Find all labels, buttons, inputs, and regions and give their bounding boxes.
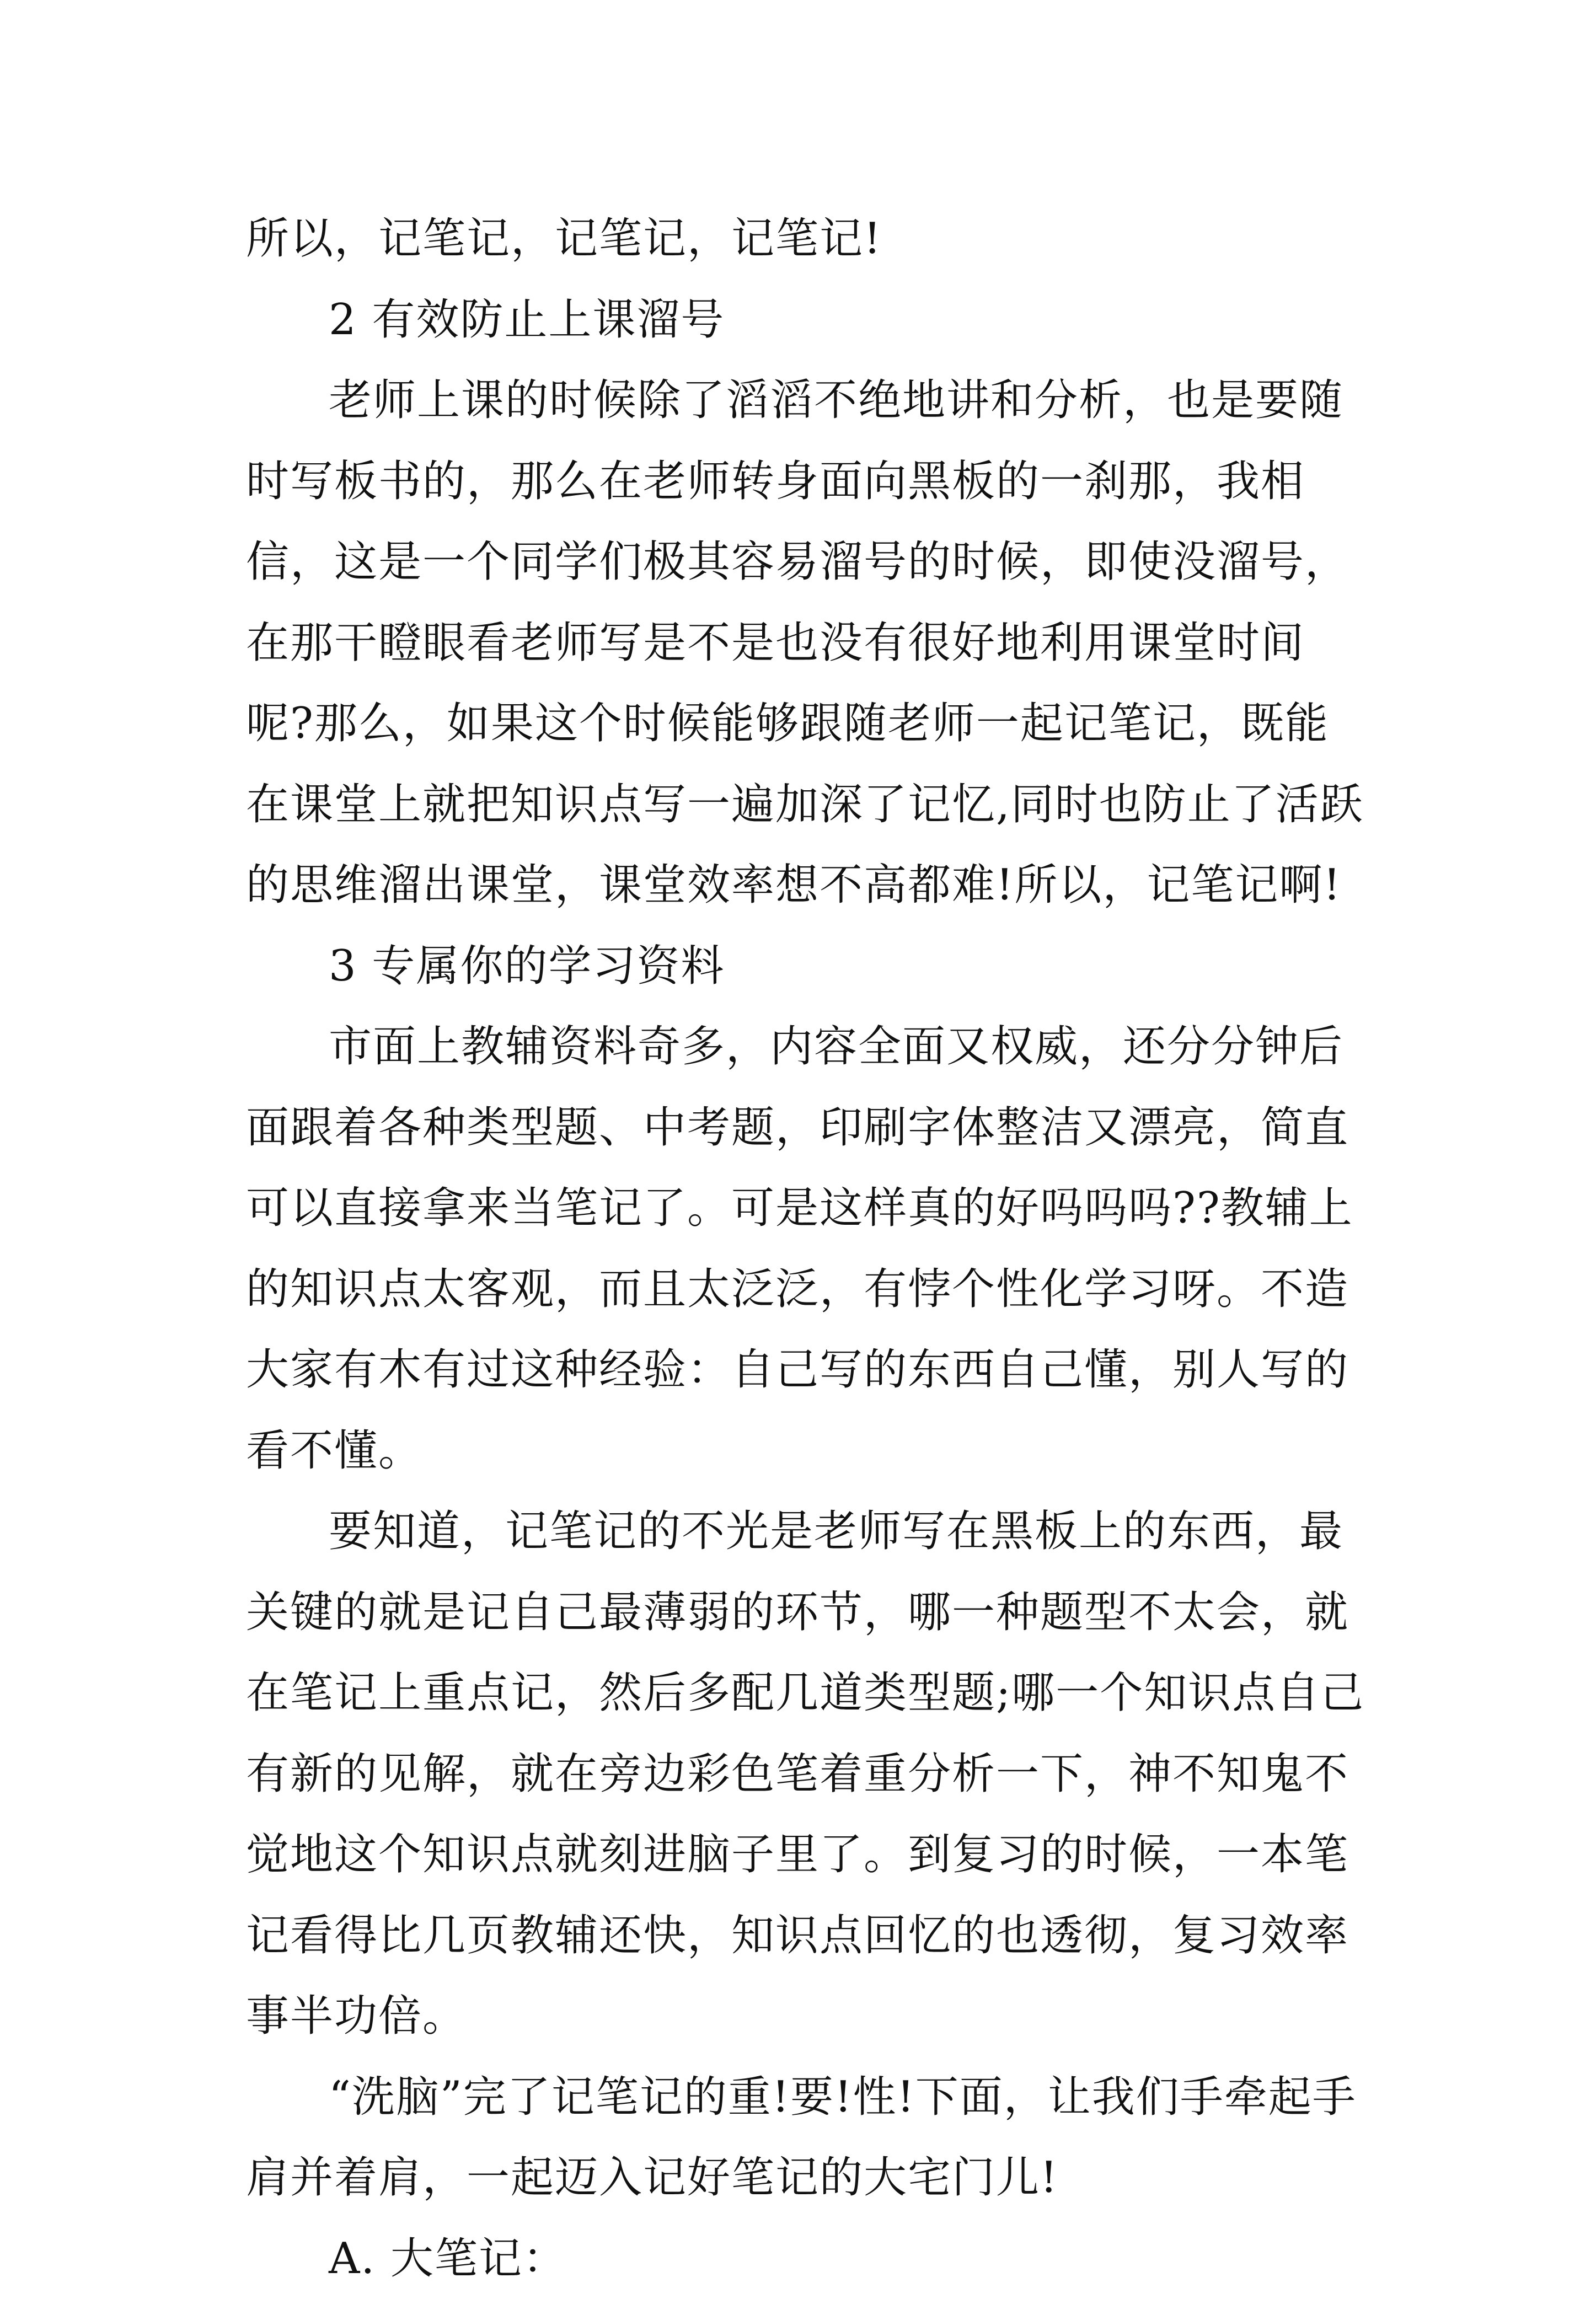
paragraph-conclusion-line: 所以，记笔记，记笔记，记笔记!: [246, 199, 1367, 280]
paragraph-importance: “洗脑”完了记笔记的重!要!性!下面，让我们手牵起手肩并着肩，一起迈入记好笔记的大宅门儿!: [246, 2057, 1367, 2218]
paragraph-weak-points: 要知道，记笔记的不光是老师写在黑板上的东西，最关键的就是记自己最薄弱的环节，哪一种题型不太会，就在笔记上重点记，然后多配几道类型题;哪一个知识点自己有新的见解，就在旁边彩色笔着重分析一下，神不知鬼不觉地这个知识点就刻进脑子里了。到复习的时候，一本笔记看得比几页教辅还快，知识点回忆的也透彻，复习效率事半功倍。: [246, 1491, 1367, 2057]
subsection-heading-a: A. 大笔记：: [246, 2218, 1367, 2299]
section-heading-2: 2 有效防止上课溜号: [246, 280, 1367, 361]
section-heading-3: 3 专属你的学习资料: [246, 926, 1367, 1007]
paragraph-study-materials: 市面上教辅资料奇多，内容全面又权威，还分分钟后面跟着各种类型题、中考题，印刷字体整洁又漂亮，简直可以直接拿来当笔记了。可是这样真的好吗吗吗??教辅上的知识点太客观，而且太泛泛，有悖个性化学习呀。不造大家有木有过这种经验：自己写的东西自己懂，别人写的看不懂。: [246, 1006, 1367, 1491]
document-body: [246, 199, 1367, 2299]
paragraph-prevent-distraction: 老师上课的时候除了滔滔不绝地讲和分析，也是要随时写板书的，那么在老师转身面向黑板的一刹那，我相信，这是一个同学们极其容易溜号的时候，即使没溜号，在那干瞪眼看老师写是不是也没有很好地利用课堂时间呢?那么，如果这个时候能够跟随老师一起记笔记，既能在课堂上就把知识点写一遍加深了记忆,同时也防止了活跃的思维溜出课堂，课堂效率想不高都难!所以，记笔记啊!: [246, 360, 1367, 926]
